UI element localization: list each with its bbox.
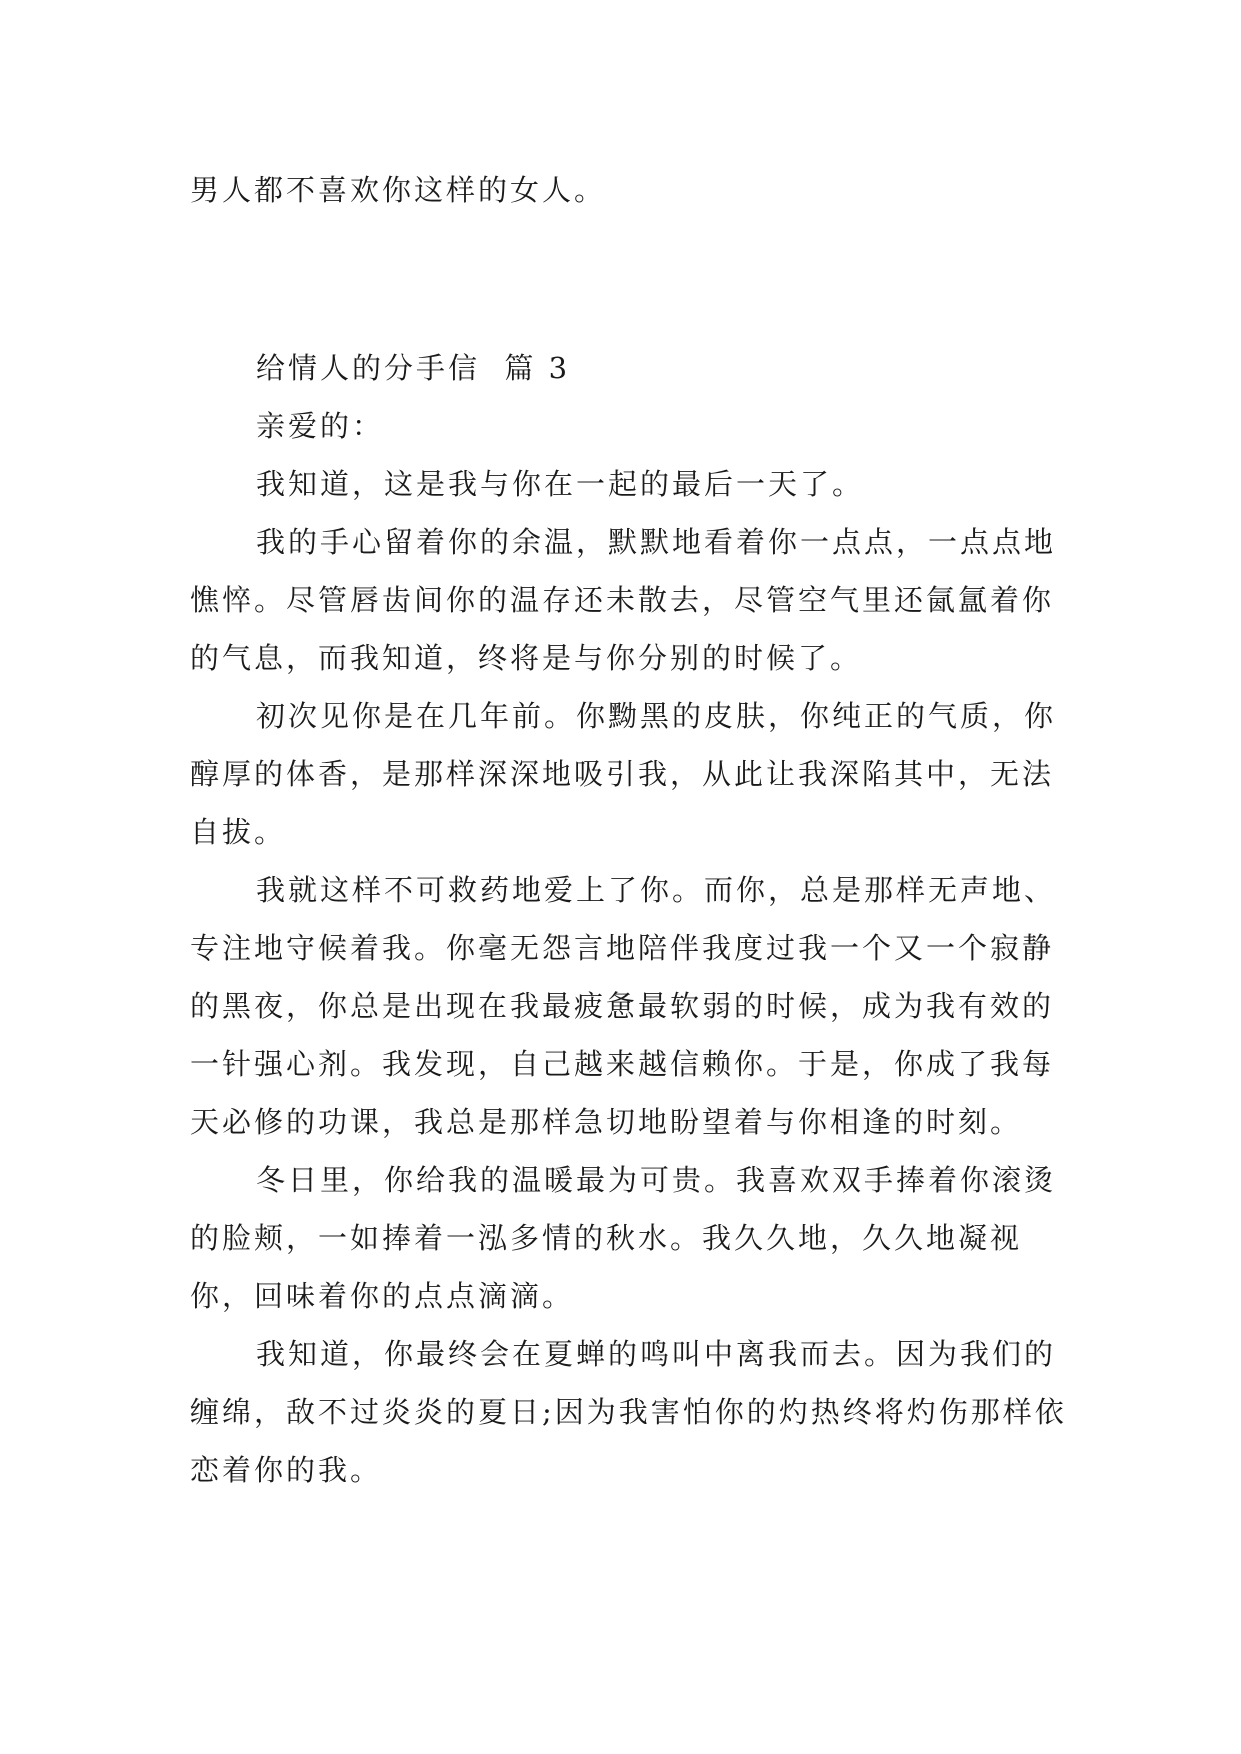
section-title: 给情人的分手信 篇 3 bbox=[256, 351, 571, 385]
letter-body bbox=[190, 339, 1070, 1499]
paragraph-4: 我就这样不可救药地爱上了你。而你，总是那样无声地、专注地守候着我。你毫无怨言地陪伴我度过我一个又一个寂静的黑夜，你总是出现在我最疲惫最软弱的时候，成为我有效的一针强心剂。我发现，自己越来越信赖你。于是，你成了我每天必修的功课，我总是那样急切地盼望着与你相逢的时刻。 bbox=[190, 873, 1057, 1139]
paragraph-6: 我知道，你最终会在夏蝉的鸣叫中离我而去。因为我们的缠绵，敌不过炎炎的夏日;因为我害怕你的灼热终将灼伤那样依恋着你的我。 bbox=[190, 1337, 1067, 1487]
paragraph-5: 冬日里，你给我的温暖最为可贵。我喜欢双手捧着你滚烫的脸颊，一如捧着一泓多情的秋水。我久久地，久久地凝视你，回味着你的点点滴滴。 bbox=[190, 1163, 1057, 1313]
paragraph-1: 我知道，这是我与你在一起的最后一天了。 bbox=[256, 467, 865, 501]
paragraph-2: 我的手心留着你的余温，默默地看着你一点点，一点点地憔悴。尽管唇齿间你的温存还未散去，尽管空气里还氤氲着你的气息，而我知道，终将是与你分别的时候了。 bbox=[190, 525, 1057, 675]
previous-section-ending bbox=[190, 161, 1070, 219]
salutation: 亲爱的： bbox=[256, 409, 385, 443]
lead-line: 男人都不喜欢你这样的女人。 bbox=[190, 173, 607, 207]
paragraph-3: 初次见你是在几年前。你黝黑的皮肤，你纯正的气质，你醇厚的体香，是那样深深地吸引我，从此让我深陷其中，无法自拔。 bbox=[190, 699, 1057, 849]
